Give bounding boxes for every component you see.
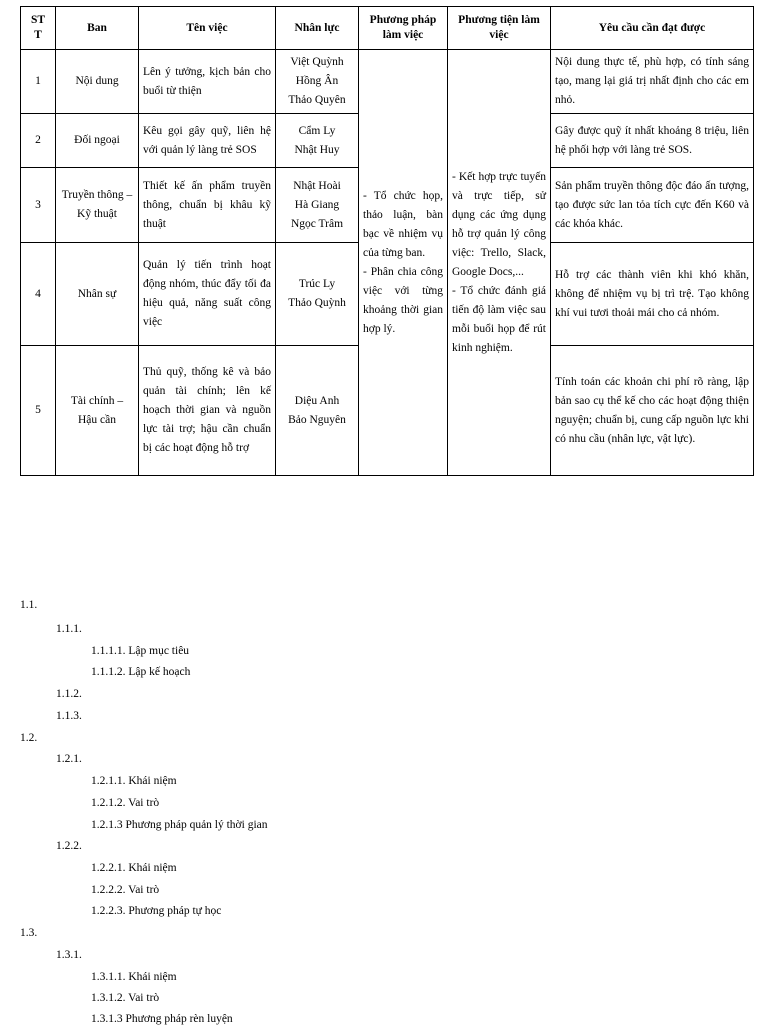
- outline-item: 1.3.1.: [56, 949, 82, 961]
- outline-item: 1.2.1.2. Vai trò: [91, 797, 160, 809]
- table-header-row: [21, 7, 754, 50]
- outline-item: 1.1.2.: [56, 688, 82, 700]
- cell-phuong-tien: [448, 50, 551, 476]
- cell-nhan-luc: Trúc Ly Thảo Quỳnh: [276, 243, 359, 346]
- cell-ban: Nội dung: [56, 50, 139, 114]
- cell-yeu-cau: Sản phẩm truyền thông độc đáo ấn tượng, tạo được sức lan tỏa tích cực đến K60 và các khóa khác.: [551, 168, 754, 243]
- header-ban: Ban: [56, 7, 139, 50]
- cell-nhan-luc: Nhật Hoài Hà Giang Ngọc Trâm: [276, 168, 359, 243]
- outline-item: 1.2.2.2. Vai trò: [91, 884, 160, 896]
- cell-ten-viec: Thiết kế ấn phẩm truyền thông, chuẩn bị khâu kỹ thuật: [139, 168, 276, 243]
- outline-item: 1.1.3.: [56, 710, 82, 722]
- phuong-phap-item: - Phân chia công việc với từng khoảng thời gian hợp lý.: [363, 265, 443, 335]
- cell-yeu-cau: Gây được quỹ ít nhất khoảng 8 triệu, liên hệ phối hợp với làng trẻ SOS.: [551, 114, 754, 168]
- outline-item: 1.2.2.3. Phương pháp tự học: [91, 905, 222, 917]
- phuong-phap-item: - Tổ chức họp, thảo luận, bàn bạc về nhiệm vụ của từng ban.: [363, 189, 443, 259]
- cell-stt: 2: [21, 114, 56, 168]
- outline-item: 1.3.1.3 Phương pháp rèn luyện: [91, 1013, 233, 1025]
- outline-item: 1.2.1.1. Khái niệm: [91, 775, 177, 787]
- cell-phuong-phap: [359, 50, 448, 476]
- outline-item: 1.2.2.1. Khái niệm: [91, 862, 177, 874]
- cell-yeu-cau: Hỗ trợ các thành viên khi khó khăn, không để nhiệm vụ bị trì trệ. Tạo không khí vui tươi thoải mái cho cả nhóm.: [551, 243, 754, 346]
- cell-stt: 1: [21, 50, 56, 114]
- cell-stt: 4: [21, 243, 56, 346]
- outline-item: 1.3.1.2. Vai trò: [91, 992, 160, 1004]
- outline-item: 1.2.1.: [56, 753, 82, 765]
- table-row: [21, 50, 754, 114]
- cell-nhan-luc: Việt Quỳnh Hồng Ân Thảo Quyên: [276, 50, 359, 114]
- cell-ten-viec: Thủ quỹ, thống kê và bảo quản tài chính; lên kế hoạch thời gian và nguồn lực tài trợ; hậu cần chuẩn bị các hoạt động hỗ trợ: [139, 346, 276, 476]
- cell-yeu-cau: Tính toán các khoản chi phí rõ ràng, lập bản sao cụ thể kế cho các hoạt động thiện nguyện; chuẩn bị, cung cấp nguồn lực khi có nhu cầu (nhân lực, vật lực).: [551, 346, 754, 476]
- phuong-tien-item: - Kết hợp trực tuyến và trực tiếp, sử dụng các ứng dụng hỗ trợ quản lý công việc: Trello, Slack, Google Docs,...: [452, 170, 546, 278]
- cell-ban: Nhân sự: [56, 243, 139, 346]
- header-phuong-phap: Phương pháp làm việc: [359, 7, 448, 50]
- cell-ten-viec: Lên ý tưởng, kịch bản cho buổi từ thiện: [139, 50, 276, 114]
- cell-nhan-luc: Diệu Anh Bảo Nguyên: [276, 346, 359, 476]
- phuong-tien-item: - Tổ chức đánh giá tiến độ làm việc sau mỗi buổi họp để rút kinh nghiệm.: [452, 284, 546, 354]
- outline-item: 1.2.2.: [56, 840, 82, 852]
- outline-item: 1.2.: [20, 732, 38, 744]
- header-nhan-luc: Nhân lực: [276, 7, 359, 50]
- cell-ten-viec: Quản lý tiến trình hoạt động nhóm, thúc đẩy tối đa hiệu quả, năng suất công việc: [139, 243, 276, 346]
- outline-item: 1.1.1.2. Lập kế hoạch: [91, 666, 191, 678]
- outline-item: 1.1.1.: [56, 623, 82, 635]
- header-phuong-tien: Phương tiện làm việc: [448, 7, 551, 50]
- cell-ban: Truyền thông – Kỹ thuật: [56, 168, 139, 243]
- outline-item: 1.3.1.1. Khái niệm: [91, 971, 177, 983]
- cell-yeu-cau: Nội dung thực tế, phù hợp, có tính sáng tạo, mang lại giá trị nhất định cho các em nhỏ.: [551, 50, 754, 114]
- outline-item: 1.3.: [20, 927, 38, 939]
- header-stt: ST T: [21, 7, 56, 50]
- cell-stt: 5: [21, 346, 56, 476]
- outline-item: 1.1.1.1. Lập mục tiêu: [91, 645, 190, 657]
- outline-item: 1.2.1.3 Phương pháp quản lý thời gian: [91, 819, 268, 831]
- cell-ten-viec: Kêu gọi gây quỹ, liên hệ với quản lý làng trẻ SOS: [139, 114, 276, 168]
- outline-item: 1.1.: [20, 599, 38, 611]
- cell-stt: 3: [21, 168, 56, 243]
- cell-ban: Đối ngoại: [56, 114, 139, 168]
- header-yeu-cau: Yêu cầu cần đạt được: [551, 7, 754, 50]
- cell-nhan-luc: Cẩm Ly Nhật Huy: [276, 114, 359, 168]
- cell-ban: Tài chính – Hậu cần: [56, 346, 139, 476]
- work-plan-table: [20, 6, 754, 476]
- header-ten-viec: Tên việc: [139, 7, 276, 50]
